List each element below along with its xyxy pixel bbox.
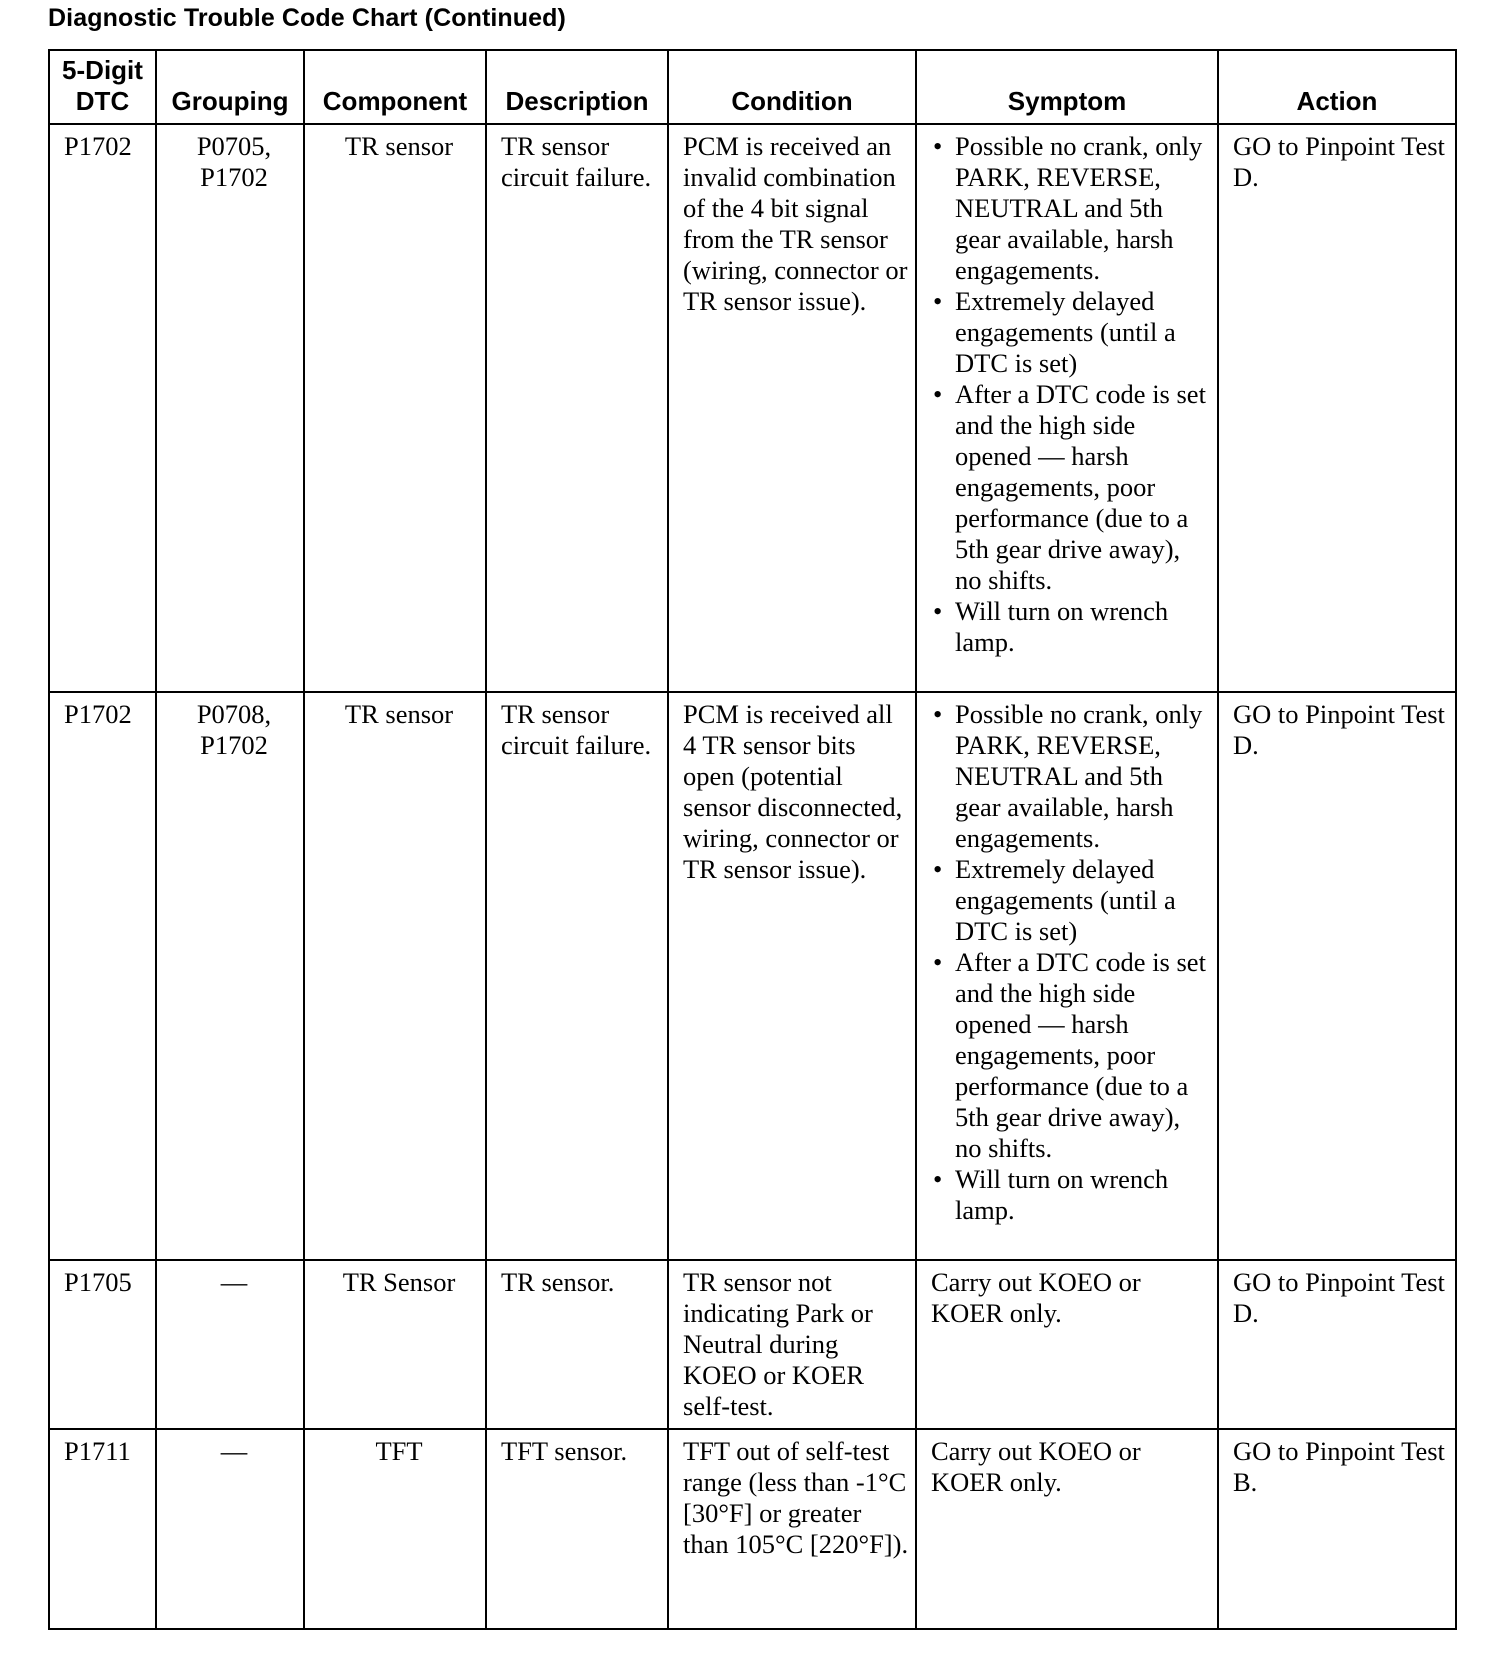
action-cell: GO to Pinpoint Test D. xyxy=(1218,124,1456,692)
symptom-cell xyxy=(916,692,1218,1260)
symptom-cell: Carry out KOEO or KOER only. xyxy=(916,1429,1218,1629)
symptom-list xyxy=(931,131,1211,658)
dtc-cell: P1702 xyxy=(49,692,156,1260)
header-component: Component xyxy=(304,50,486,124)
component-cell: TR sensor xyxy=(304,124,486,692)
description-cell: TFT sensor. xyxy=(486,1429,668,1629)
dtc-cell: P1705 xyxy=(49,1260,156,1429)
header-symptom: Symptom xyxy=(916,50,1218,124)
grouping-cell: P0705, P1702 xyxy=(156,124,304,692)
symptom-item: • After a DTC code is set and the high side opened — harsh engagements, poor performance (due to a 5th gear drive away), no shifts. xyxy=(931,947,1211,1164)
symptom-item: • After a DTC code is set and the high side opened — harsh engagements, poor performance (due to a 5th gear drive away), no shifts. xyxy=(931,379,1211,596)
header-dtc: 5-Digit DTC xyxy=(49,50,156,124)
action-cell: GO to Pinpoint Test B. xyxy=(1218,1429,1456,1629)
dtc-cell: P1702 xyxy=(49,124,156,692)
header-action: Action xyxy=(1218,50,1456,124)
table-row xyxy=(49,692,1456,1260)
symptom-item: • Extremely delayed engagements (until a DTC is set) xyxy=(931,854,1211,947)
symptom-item: • Possible no crank, only PARK, REVERSE, NEUTRAL and 5th gear available, harsh engagements. xyxy=(931,699,1211,854)
component-cell: TR sensor xyxy=(304,692,486,1260)
page-title: Diagnostic Trouble Code Chart (Continued) xyxy=(48,4,566,32)
description-cell: TR sensor circuit failure. xyxy=(486,124,668,692)
header-description: Description xyxy=(486,50,668,124)
dtc-chart-table xyxy=(48,49,1457,1630)
action-cell: GO to Pinpoint Test D. xyxy=(1218,692,1456,1260)
symptom-item: • Will turn on wrench lamp. xyxy=(931,596,1211,658)
header-grouping: Grouping xyxy=(156,50,304,124)
condition-cell: PCM is received all 4 TR sensor bits open (potential sensor disconnected, wiring, connector or TR sensor issue). xyxy=(668,692,916,1260)
description-cell: TR sensor circuit failure. xyxy=(486,692,668,1260)
condition-cell: PCM is received an invalid combination of the 4 bit signal from the TR sensor (wiring, connector or TR sensor issue). xyxy=(668,124,916,692)
table-row xyxy=(49,1260,1456,1429)
symptom-list xyxy=(931,699,1211,1226)
condition-cell: TFT out of self-test range (less than -1°C [30°F] or greater than 105°C [220°F]). xyxy=(668,1429,916,1629)
component-cell: TFT xyxy=(304,1429,486,1629)
table-row xyxy=(49,1429,1456,1629)
dtc-cell: P1711 xyxy=(49,1429,156,1629)
grouping-cell: — xyxy=(156,1429,304,1629)
condition-cell: TR sensor not indicating Park or Neutral during KOEO or KOER self-test. xyxy=(668,1260,916,1429)
grouping-cell: P0708, P1702 xyxy=(156,692,304,1260)
symptom-item: • Extremely delayed engagements (until a DTC is set) xyxy=(931,286,1211,379)
header-condition: Condition xyxy=(668,50,916,124)
header-row xyxy=(49,50,1456,124)
component-cell: TR Sensor xyxy=(304,1260,486,1429)
symptom-cell: Carry out KOEO or KOER only. xyxy=(916,1260,1218,1429)
symptom-item: • Possible no crank, only PARK, REVERSE, NEUTRAL and 5th gear available, harsh engagements. xyxy=(931,131,1211,286)
symptom-item: • Will turn on wrench lamp. xyxy=(931,1164,1211,1226)
description-cell: TR sensor. xyxy=(486,1260,668,1429)
table-row xyxy=(49,124,1456,692)
action-cell: GO to Pinpoint Test D. xyxy=(1218,1260,1456,1429)
symptom-cell xyxy=(916,124,1218,692)
grouping-cell: — xyxy=(156,1260,304,1429)
